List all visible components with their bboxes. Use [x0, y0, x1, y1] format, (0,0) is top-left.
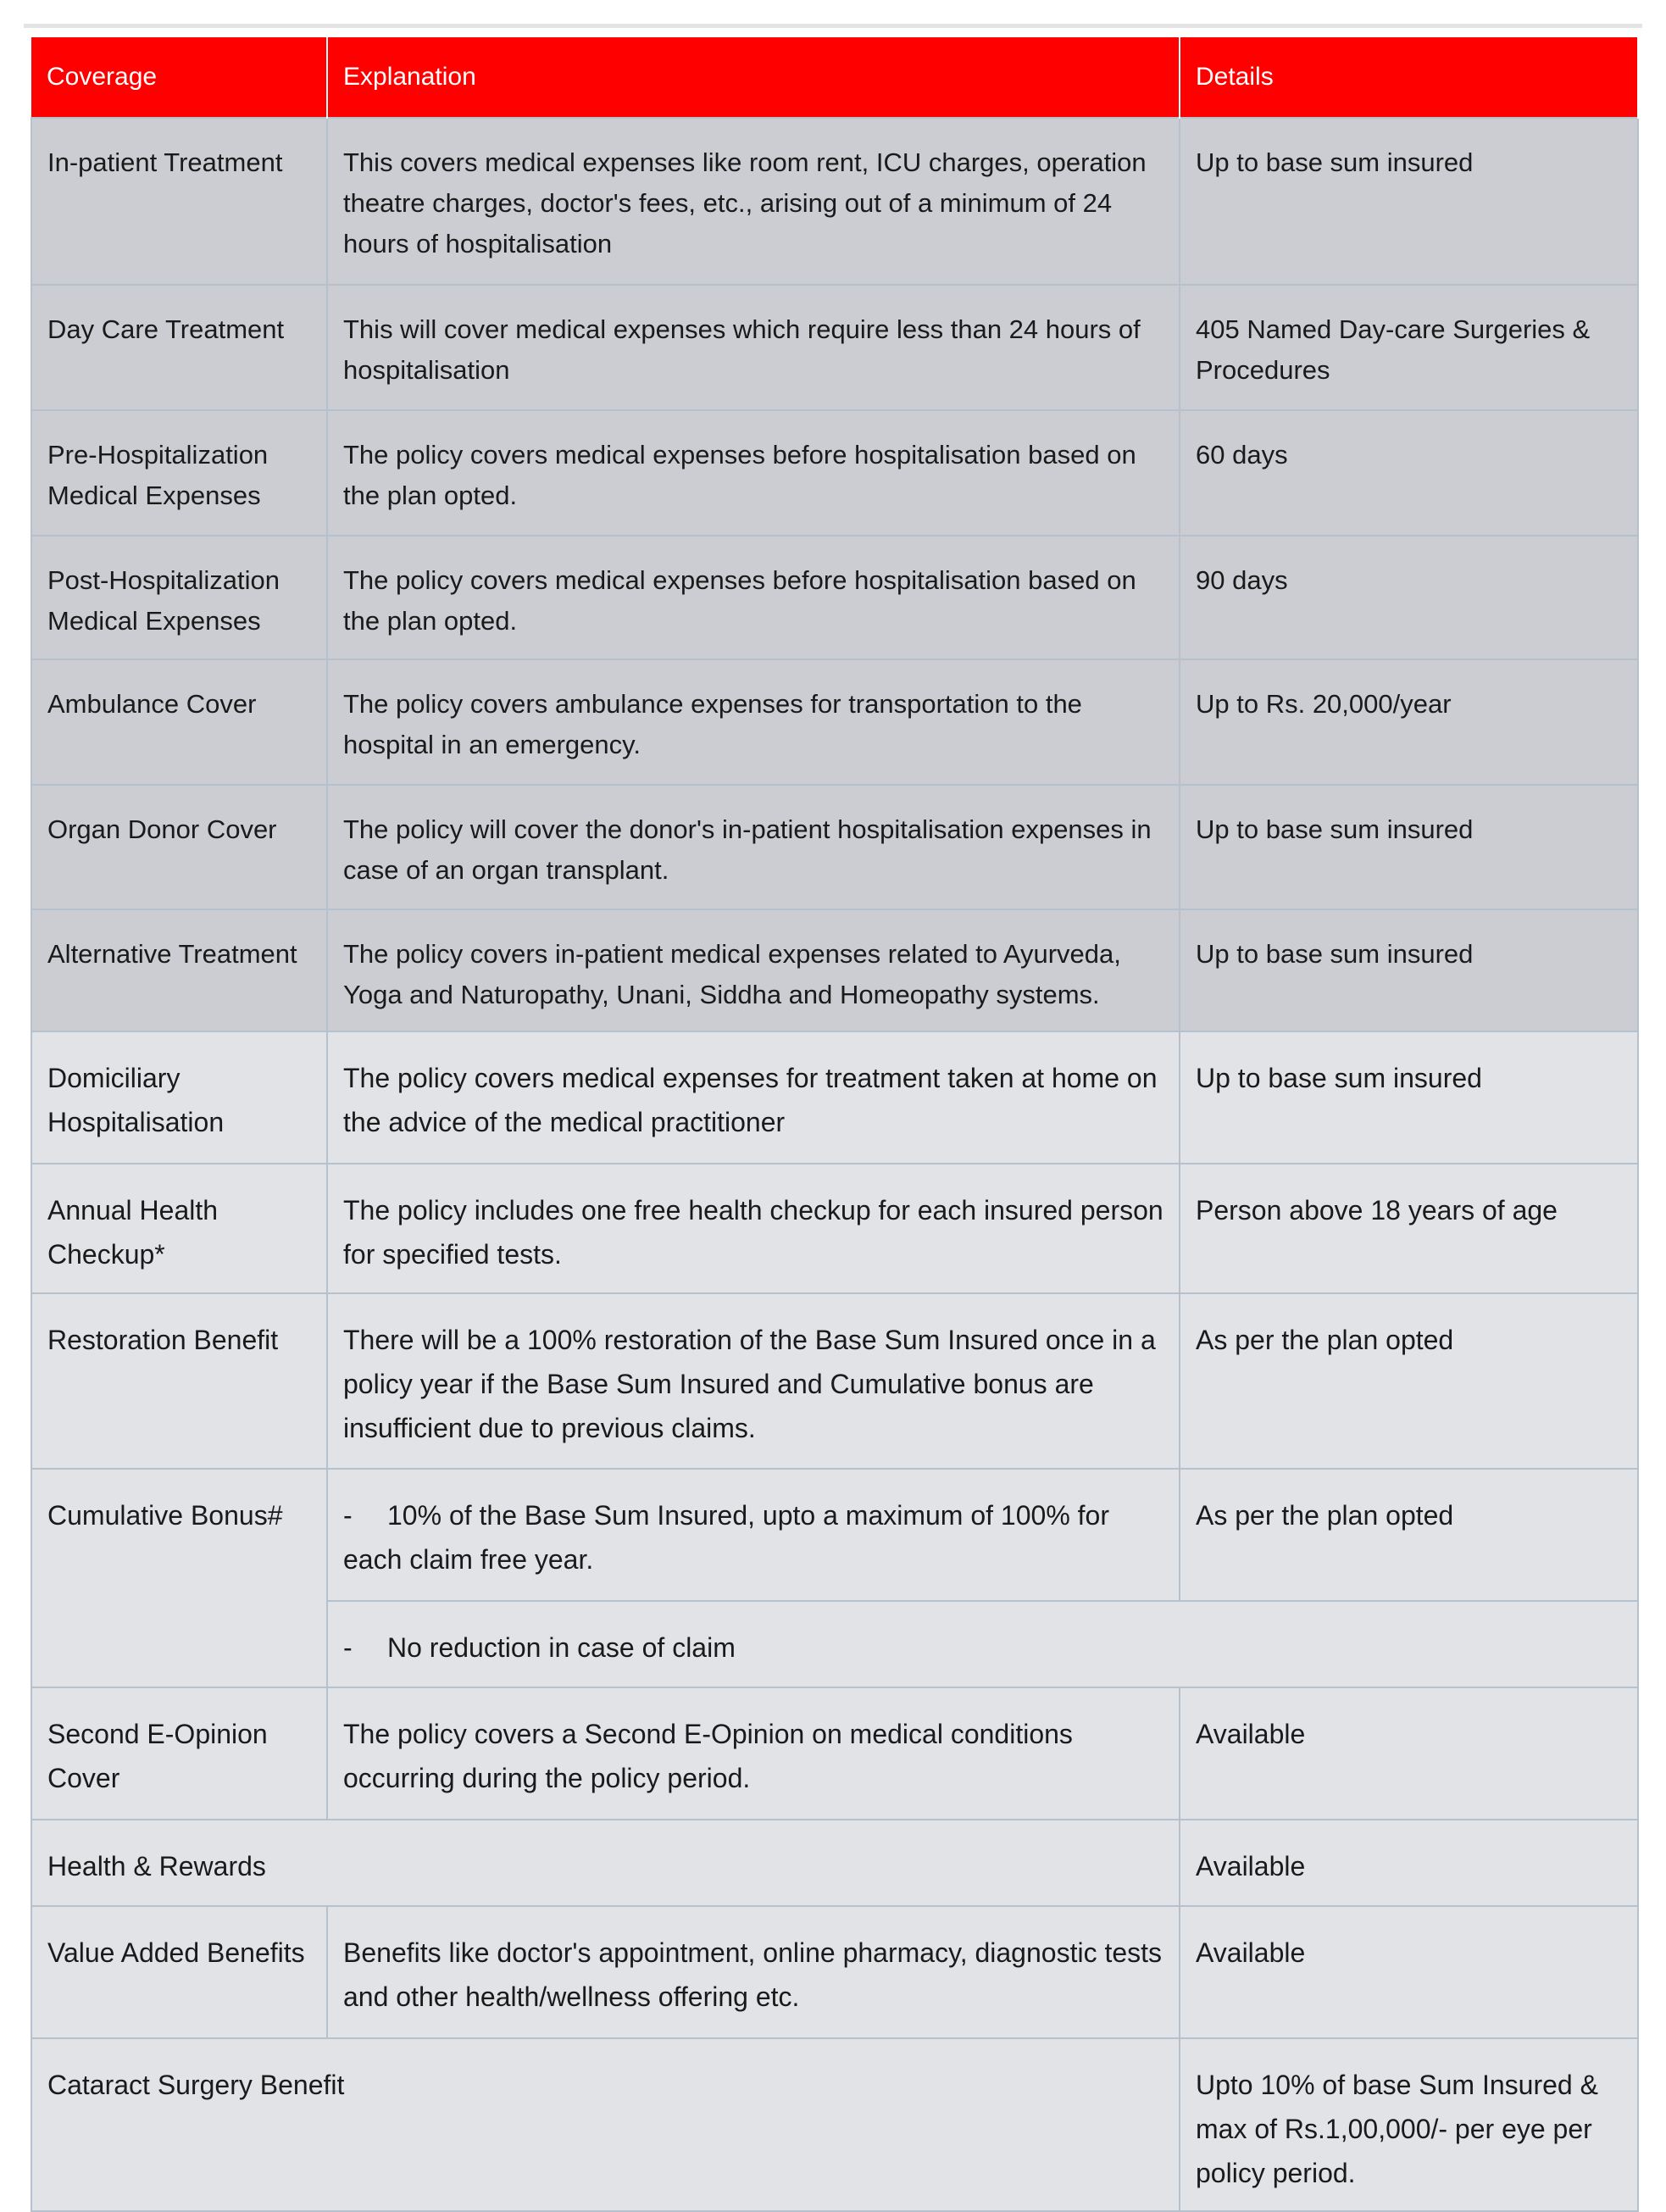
table-row	[31, 785, 1638, 909]
coverage-cell: Domiciliary Hospitalisation	[31, 1031, 327, 1164]
coverage-cell: Organ Donor Cover	[31, 785, 327, 909]
details-cell: Up to base sum insured	[1180, 785, 1638, 909]
explanation-cell: This covers medical expenses like room rent, ICU charges, operation theatre charges, doctor's fees, etc., arising out of a minimum of 24 hours of hospitalisation	[327, 118, 1180, 285]
column-header-coverage: Coverage	[31, 37, 327, 118]
bullet-text: 10% of the Base Sum Insured, upto a maximum of 100% for each claim free year.	[343, 1500, 1109, 1575]
coverage-cell: Value Added Benefits	[31, 1906, 327, 2038]
details-cell: Up to base sum insured	[1180, 1031, 1638, 1164]
explanation-cell: The policy covers in-patient medical expenses related to Ayurveda, Yoga and Naturopathy, Unani, Siddha and Homeopathy systems.	[327, 909, 1180, 1031]
explanation-cell: The policy will cover the donor's in-patient hospitalisation expenses in case of an organ transplant.	[327, 785, 1180, 909]
column-header-details: Details	[1180, 37, 1638, 118]
table-row	[31, 659, 1638, 785]
details-cell: Person above 18 years of age	[1180, 1164, 1638, 1293]
coverage-cell: Restoration Benefit	[31, 1293, 327, 1469]
coverage-cell: Cumulative Bonus#	[31, 1469, 327, 1687]
coverage-table	[31, 37, 1639, 2212]
details-cell: As per the plan opted	[1180, 1469, 1638, 1601]
explanation-cell	[327, 1469, 1180, 1601]
table-row	[31, 1469, 1638, 1601]
table-row	[31, 1031, 1638, 1164]
details-cell: Available	[1180, 1906, 1638, 2038]
table-row	[31, 909, 1638, 1031]
table-row	[31, 2038, 1638, 2211]
details-cell: Up to Rs. 20,000/year	[1180, 659, 1638, 785]
details-cell: 405 Named Day-care Surgeries & Procedures	[1180, 285, 1638, 410]
coverage-cell: Annual Health Checkup*	[31, 1164, 327, 1293]
explanation-cell: The policy covers medical expenses for treatment taken at home on the advice of the medical practitioner	[327, 1031, 1180, 1164]
explanation-cell: There will be a 100% restoration of the Base Sum Insured once in a policy year if the Base Sum Insured and Cumulative bonus are insufficient due to previous claims.	[327, 1293, 1180, 1469]
coverage-cell: Cataract Surgery Benefit	[31, 2038, 1180, 2211]
coverage-cell: In-patient Treatment	[31, 118, 327, 285]
explanation-cell: This will cover medical expenses which require less than 24 hours of hospitalisation	[327, 285, 1180, 410]
coverage-cell: Pre-Hospitalization Medical Expenses	[31, 410, 327, 536]
coverage-cell: Alternative Treatment	[31, 909, 327, 1031]
details-cell: As per the plan opted	[1180, 1293, 1638, 1469]
explanation-cell: The policy covers medical expenses before hospitalisation based on the plan opted.	[327, 410, 1180, 536]
explanation-cell: Benefits like doctor's appointment, online pharmacy, diagnostic tests and other health/wellness offering etc.	[327, 1906, 1180, 2038]
table-row	[31, 410, 1638, 536]
coverage-cell: Post-Hospitalization Medical Expenses	[31, 536, 327, 659]
details-cell: Available	[1180, 1820, 1638, 1906]
table-row	[31, 118, 1638, 285]
top-divider	[24, 24, 1642, 28]
explanation-cell: The policy covers a Second E-Opinion on medical conditions occurring during the policy period.	[327, 1687, 1180, 1820]
table-row	[31, 1164, 1638, 1293]
table-row	[31, 285, 1638, 410]
explanation-cell: The policy covers medical expenses before hospitalisation based on the plan opted.	[327, 536, 1180, 659]
explanation-cell: The policy includes one free health checkup for each insured person for specified tests.	[327, 1164, 1180, 1293]
table-row	[31, 1820, 1638, 1906]
details-cell: Upto 10% of base Sum Insured & max of Rs.1,00,000/- per eye per policy period.	[1180, 2038, 1638, 2211]
bullet-text: No reduction in case of claim	[387, 1632, 736, 1663]
coverage-cell: Ambulance Cover	[31, 659, 327, 785]
table-row	[31, 1293, 1638, 1469]
details-cell: Up to base sum insured	[1180, 118, 1638, 285]
table-row	[31, 1906, 1638, 2038]
coverage-cell: Second E-Opinion Cover	[31, 1687, 327, 1820]
details-cell: 60 days	[1180, 410, 1638, 536]
details-cell: Up to base sum insured	[1180, 909, 1638, 1031]
bullet-dash: -	[343, 1632, 353, 1663]
table-row	[31, 536, 1638, 659]
details-cell: Available	[1180, 1687, 1638, 1820]
bullet-dash: -	[343, 1500, 353, 1531]
explanation-cell: The policy covers ambulance expenses for transportation to the hospital in an emergency.	[327, 659, 1180, 785]
table-header-row	[31, 37, 1638, 118]
coverage-cell: Day Care Treatment	[31, 285, 327, 410]
coverage-cell: Health & Rewards	[31, 1820, 1180, 1906]
explanation-cell	[327, 1601, 1638, 1687]
column-header-explanation: Explanation	[327, 37, 1180, 118]
table-row	[31, 1687, 1638, 1820]
details-cell: 90 days	[1180, 536, 1638, 659]
